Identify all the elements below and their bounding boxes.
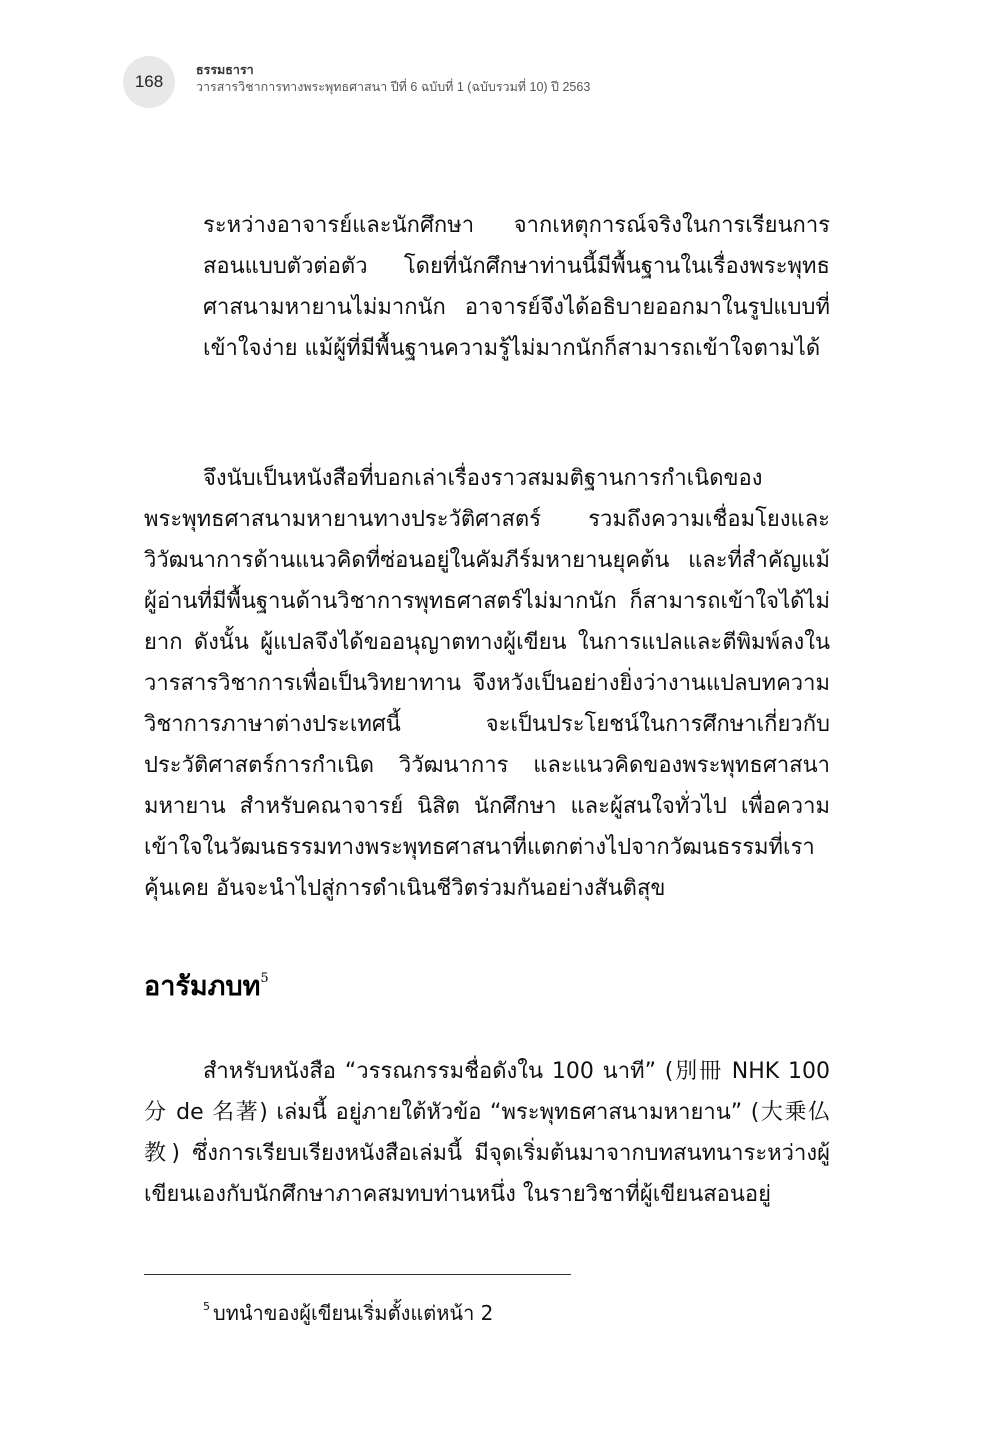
footnote-divider [144, 1274, 571, 1275]
paragraph-purpose: จึงนับเป็นหนังสือที่บอกเล่าเรื่องราวสมมติฐานการกำเนิดของพระพุทธศาสนามหายานทางประวัติศาสตร์ รวมถึงความเชื่อมโยงและวิวัฒนาการด้านแนวคิดที่ซ่อนอยู่ในคัมภีร์มหายานยุคต้น และที่สำคัญแม้ผู้อ่านที่มีพื้นฐานด้านวิชาการพุทธศาสตร์ไม่มากนัก ก็สามารถเข้าใจได้ไม่ยาก ดังนั้น ผู้แปลจึงได้ขออนุญาตทางผู้เขียน ในการแปลและตีพิมพ์ลงในวารสารวิชาการเพื่อเป็นวิทยาทาน จึงหวังเป็นอย่างยิ่งว่างานแปลบทความวิชาการภาษาต่างประเทศนี้ จะเป็นประโยชน์ในการศึกษาเกี่ยวกับประวัติศาสตร์การกำเนิด วิวัฒนาการ และแนวคิดของพระพุทธศาสนามหายาน สำหรับคณาจารย์ นิสิต นักศึกษา และผู้สนใจทั่วไป เพื่อความเข้าใจในวัฒนธรรมทางพระพุทธศาสนาที่แตกต่างไปจากวัฒนธรรมที่เราคุ้นเคย อันจะนำไปสู่การดำเนินชีวิตร่วมกันอย่างสันติสุข [144, 466, 830, 901]
footnote-reference[interactable]: 5 [260, 971, 269, 986]
journal-issue: วารสารวิชาการทางพระพุทธศาสนา ปีที่ 6 ฉบับที่ 1 (ฉบับรวมที่ 10) ปี 2563 [196, 80, 591, 94]
section-heading-text: อารัมภบท [144, 971, 261, 1002]
page-number: 168 [123, 56, 175, 108]
footnote-mark: 5 [203, 1300, 210, 1313]
footnote-text: บทนำของผู้เขียนเริ่มตั้งแต่หน้า 2 [213, 1301, 494, 1325]
paragraph-continued: ระหว่างอาจารย์และนักศึกษา จากเหตุการณ์จริงในการเรียนการสอนแบบตัวต่อตัว โดยที่นักศึกษาท่านนี้มีพื้นฐานในเรื่องพระพุทธศาสนามหายานไม่มากนัก อาจารย์จึงได้อธิบายออกมาในรูปแบบที่เข้าใจง่าย แม้ผู้ที่มีพื้นฐานความรู้ไม่มากนักก็สามารถเข้าใจตามได้ [203, 213, 830, 361]
footnote [203, 1293, 493, 1327]
journal-name: ธรรมธารา [196, 63, 254, 77]
section-heading-preface [144, 964, 269, 1007]
running-header [196, 62, 590, 96]
paragraph-preface: สำหรับหนังสือ “วรรณกรรมชื่อดังใน 100 นาที” (別冊 NHK 100 分 de 名著) เล่มนี้ อยู่ภายใต้หัวข้อ “พระพุทธศาสนามหายาน” (大乗仏教) ซึ่งการเรียบเรียงหนังสือเล่มนี้ มีจุดเริ่มต้นมาจากบทสนทนาระหว่างผู้เขียนเองกับนักศึกษาภาคสมทบท่านหนึ่ง ในรายวิชาที่ผู้เขียนสอนอยู่ [144, 1059, 830, 1207]
